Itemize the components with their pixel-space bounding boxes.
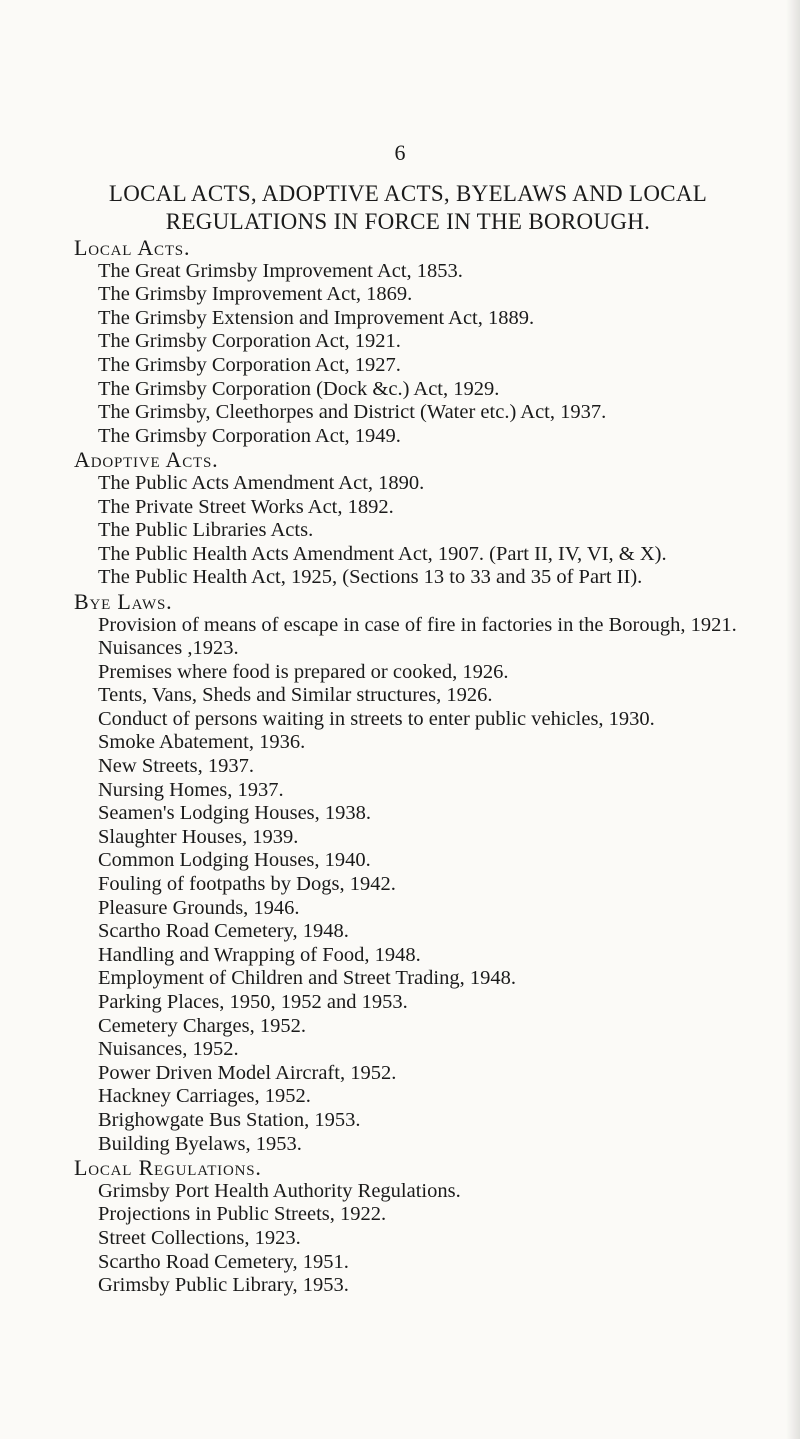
section-local-acts	[74, 236, 774, 448]
list-item: Power Driven Model Aircraft, 1952.	[98, 1061, 397, 1084]
list-item: Common Lodging Houses, 1940.	[98, 849, 371, 872]
list-item: Nursing Homes, 1937.	[98, 778, 284, 801]
list-item: Employment of Children and Street Trading, 1948.	[98, 967, 516, 990]
section-local-regulations	[74, 1156, 774, 1298]
list-item: Cemetery Charges, 1952.	[98, 1014, 306, 1037]
page-edge-shadow	[786, 0, 800, 1439]
list-item: The Grimsby Corporation Act, 1921.	[98, 330, 401, 353]
list-item: The Great Grimsby Improvement Act, 1853.	[98, 259, 463, 282]
list-item: The Public Libraries Acts.	[98, 519, 314, 542]
list-item: Pleasure Grounds, 1946.	[98, 896, 300, 919]
section-heading: Adoptive Acts.	[74, 447, 219, 473]
list-item: Grimsby Public Library, 1953.	[98, 1274, 349, 1297]
document-body	[74, 236, 774, 1298]
section-heading: Bye Laws.	[74, 588, 173, 614]
list-item: The Grimsby Corporation Act, 1949.	[98, 424, 401, 447]
list-item: Handling and Wrapping of Food, 1948.	[98, 943, 421, 966]
list-item: Brighowgate Bus Station, 1953.	[98, 1108, 361, 1131]
document-title	[98, 180, 718, 236]
list-item: Fouling of footpaths by Dogs, 1942.	[98, 873, 396, 896]
list-item: Parking Places, 1950, 1952 and 1953.	[98, 991, 408, 1013]
section-adoptive-acts	[74, 448, 774, 590]
list-item: The Grimsby Extension and Improvement Act, 1889.	[98, 306, 535, 329]
list-item: Projections in Public Streets, 1922.	[98, 1203, 387, 1226]
page-number: 6	[394, 140, 406, 165]
title-line-2: REGULATIONS IN FORCE IN THE BOROUGH.	[165, 209, 651, 234]
list-item: Grimsby Port Health Authority Regulations.	[98, 1179, 461, 1202]
list-item: The Grimsby, Cleethorpes and District (Water etc.) Act, 1937.	[98, 401, 607, 424]
list-item: Street Collections, 1923.	[98, 1226, 301, 1249]
list-item: Tents, Vans, Sheds and Similar structures, 1926.	[98, 684, 493, 707]
list-item: Hackney Carriages, 1952.	[98, 1085, 311, 1108]
list-item: Scartho Road Cemetery, 1948.	[98, 920, 349, 943]
list-item: Seamen's Lodging Houses, 1938.	[98, 802, 372, 825]
section-heading: Local Acts.	[74, 235, 191, 260]
list-item: The Public Acts Amendment Act, 1890.	[98, 471, 425, 494]
section-bye-laws	[74, 590, 774, 1156]
list-item: The Grimsby Improvement Act, 1869.	[98, 283, 413, 306]
list-item: Smoke Abatement, 1936.	[98, 731, 306, 754]
title-line-1: LOCAL ACTS, ADOPTIVE ACTS, BYELAWS AND LOCAL	[108, 181, 708, 206]
list-item: The Grimsby Corporation (Dock &c.) Act, 1929.	[98, 377, 500, 400]
section-heading: Local Regulations.	[74, 1155, 262, 1181]
list-item: The Grimsby Corporation Act, 1927.	[98, 353, 401, 376]
list-item: Scartho Road Cemetery, 1951.	[98, 1250, 349, 1273]
list-item: The Private Street Works Act, 1892.	[98, 495, 394, 518]
list-item: The Public Health Acts Amendment Act, 1907. (Part II, IV, VI, & X).	[98, 542, 667, 565]
list-item: Premises where food is prepared or cooked, 1926.	[98, 660, 509, 683]
list-item: Nuisances, 1952.	[98, 1038, 239, 1061]
list-item: Slaughter Houses, 1939.	[98, 825, 299, 848]
list-item: The Public Health Act, 1925, (Sections 13 to 33 and 35 of Part II).	[98, 566, 643, 589]
list-item: Nuisances ,1923.	[98, 637, 239, 660]
list-item: Conduct of persons waiting in streets to enter public vehicles, 1930.	[98, 707, 655, 730]
list-item: Provision of means of escape in case of fire in factories in the Borough, 1921.	[98, 613, 737, 636]
list-item: New Streets, 1937.	[98, 755, 255, 778]
list-item: Building Byelaws, 1953.	[98, 1132, 302, 1155]
